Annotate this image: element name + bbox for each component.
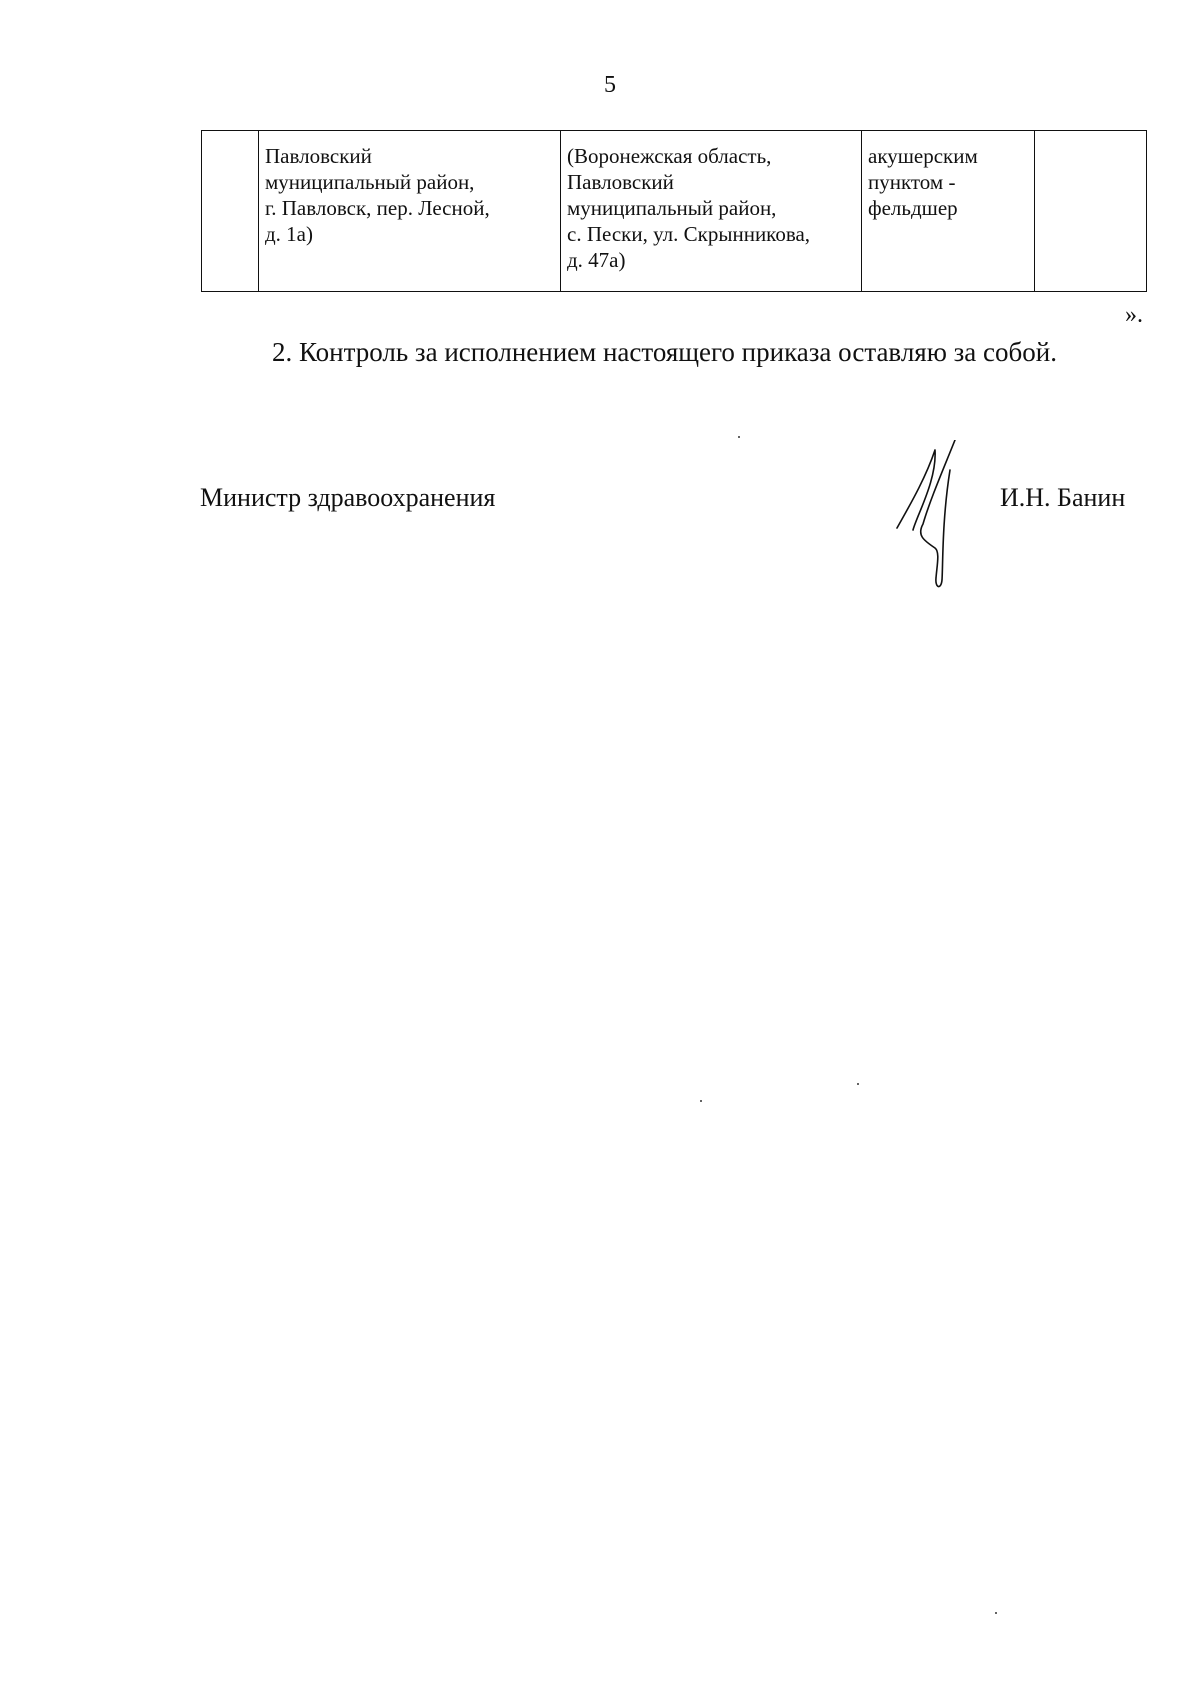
- cell-line: г. Павловск, пер. Лесной,: [265, 196, 490, 220]
- paragraph-2: 2. Контроль за исполнением настоящего приказа оставляю за собой.: [272, 337, 1057, 367]
- closing-quote: ».: [1125, 302, 1143, 328]
- table-cell-empty: [1035, 131, 1147, 292]
- handwritten-signature: [895, 440, 985, 590]
- signer-position-title: Министр здравоохранения: [200, 483, 496, 512]
- page-number: 5: [604, 72, 616, 98]
- table-cell-staff: [862, 131, 1035, 292]
- cell-line: Павловский: [567, 170, 674, 194]
- scan-speck: [857, 1083, 859, 1085]
- cell-line: д. 1а): [265, 222, 313, 246]
- table-cell-number: [202, 131, 259, 292]
- signer-name: И.Н. Банин: [1000, 483, 1126, 512]
- cell-line: с. Пески, ул. Скрынникова,: [567, 222, 811, 246]
- continuation-table: [201, 130, 1147, 292]
- cell-line: Павловский: [265, 144, 372, 168]
- cell-line: фельдшер: [868, 196, 958, 220]
- cell-line: муниципальный район,: [265, 170, 475, 194]
- table-cell-address-1: [259, 131, 561, 292]
- cell-line: (Воронежская область,: [567, 144, 772, 168]
- table-row: [202, 131, 1147, 292]
- scan-speck: [995, 1612, 997, 1614]
- table-cell-address-2: [561, 131, 862, 292]
- cell-line: муниципальный район,: [567, 196, 777, 220]
- scan-speck: [700, 1100, 702, 1102]
- scan-speck: [738, 436, 740, 438]
- cell-line: пунктом -: [868, 170, 956, 194]
- cell-line: д. 47а): [567, 248, 626, 272]
- cell-line: акушерским: [868, 144, 978, 168]
